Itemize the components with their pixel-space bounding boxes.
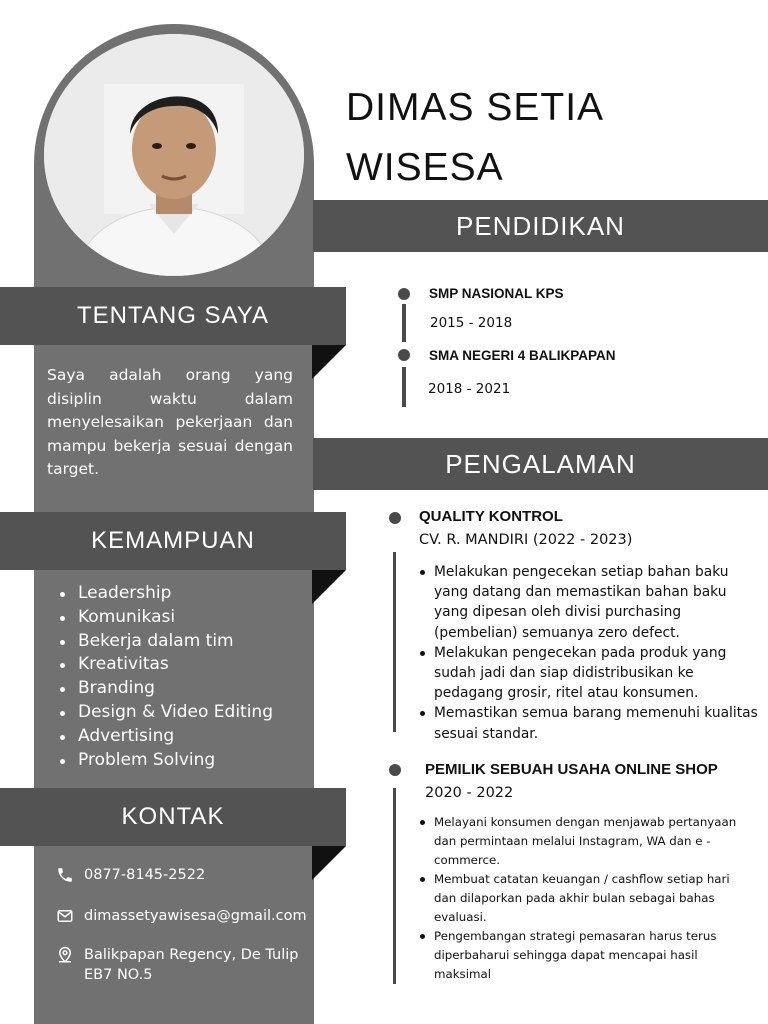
skills-list: [58, 582, 273, 772]
duty-item: Melayani konsumen dengan menjawab pertanyaan dan permintaan melalui Instagram, WA dan e - commerce.: [418, 813, 738, 870]
ribbon-fold: [312, 846, 346, 880]
timeline-dot: [389, 764, 401, 776]
location-pin-icon: [56, 946, 74, 964]
job-company: CV. R. MANDIRI (2022 - 2023): [419, 532, 633, 548]
skills-heading: [0, 512, 346, 570]
profile-photo: [44, 34, 304, 276]
contact-phone[interactable]: [56, 865, 205, 885]
person-name: [346, 78, 604, 198]
address-text: [84, 945, 299, 985]
job-title: PEMILIK SEBUAH USAHA ONLINE SHOP: [425, 761, 718, 778]
job-title: QUALITY KONTROL: [419, 508, 563, 525]
address-line-1: Balikpapan Regency, De Tulip: [84, 947, 299, 963]
contact-email[interactable]: [56, 906, 307, 926]
skills-heading-text: KEMAMPUAN: [91, 527, 255, 554]
about-heading-text: TENTANG SAYA: [76, 302, 270, 329]
contact-address: [56, 945, 299, 985]
timeline-dot: [398, 288, 410, 300]
education-years: 2018 - 2021: [428, 381, 511, 397]
skill-item: Design & Video Editing: [58, 701, 273, 725]
about-heading: [0, 287, 346, 345]
timeline-line: [393, 552, 396, 732]
timeline-dot: [389, 512, 401, 524]
duty-item: Pengembangan strategi pemasaran harus terus diperbaharui sehingga dapat mencapai hasil maksimal: [418, 927, 738, 984]
skill-item: Branding: [58, 677, 273, 701]
duty-item: Memastikan semua barang memenuhi kualitas sesuai standar.: [418, 703, 758, 743]
email-text: dimassetyawisesa@gmail.com: [84, 908, 307, 924]
education-years: 2015 - 2018: [430, 315, 513, 331]
job-period: 2020 - 2022: [425, 785, 514, 801]
phone-icon: [56, 866, 74, 884]
job-duties: [418, 562, 758, 744]
about-text: Saya adalah orang yang disiplin waktu dalam menyelesaikan pekerjaan dan mampu bekerja sesuai dengan target.: [47, 366, 293, 478]
address-line-2: EB7 NO.5: [84, 967, 153, 983]
contact-heading: [0, 788, 346, 846]
timeline-line: [393, 788, 396, 984]
name-line-1: DIMAS SETIA: [346, 86, 605, 129]
skill-item: Problem Solving: [58, 749, 273, 773]
education-heading: [313, 200, 768, 252]
skill-item: Leadership: [58, 582, 273, 606]
skill-item: Kreativitas: [58, 653, 273, 677]
timeline-line: [402, 304, 406, 342]
duty-item: Melakukan pengecekan setiap bahan baku yang datang dan memastikan bahan baku yang dipesan oleh divisi purchasing (pembelian) semuanya zero defect.: [418, 562, 758, 643]
phone-text: 0877-8145-2522: [84, 867, 206, 883]
education-school: SMA NEGERI 4 BALIKPAPAN: [429, 348, 616, 363]
name-line-2: WISESA: [346, 146, 504, 189]
skill-item: Bekerja dalam tim: [58, 630, 273, 654]
job-duties: [418, 813, 738, 984]
education-heading-text: PENDIDIKAN: [456, 210, 625, 241]
timeline-dot: [398, 349, 410, 361]
education-school: SMP NASIONAL KPS: [429, 286, 564, 301]
experience-heading: [313, 438, 768, 490]
skill-item: Advertising: [58, 725, 273, 749]
duty-item: Membuat catatan keuangan / cashflow setiap hari dan dilaporkan pada akhir bulan sebagai bahas evaluasi.: [418, 870, 738, 927]
contact-heading-text: KONTAK: [121, 803, 225, 830]
timeline-line: [402, 367, 406, 407]
experience-heading-text: PENGALAMAN: [445, 448, 636, 479]
person-icon: [44, 34, 304, 276]
ribbon-fold: [312, 345, 346, 379]
ribbon-fold: [312, 570, 346, 604]
mail-icon: [56, 907, 74, 925]
duty-item: Melakukan pengecekan pada produk yang sudah jadi dan siap didistribusikan ke pedagang grosir, ritel atau konsumen.: [418, 643, 758, 704]
skill-item: Komunikasi: [58, 606, 273, 630]
